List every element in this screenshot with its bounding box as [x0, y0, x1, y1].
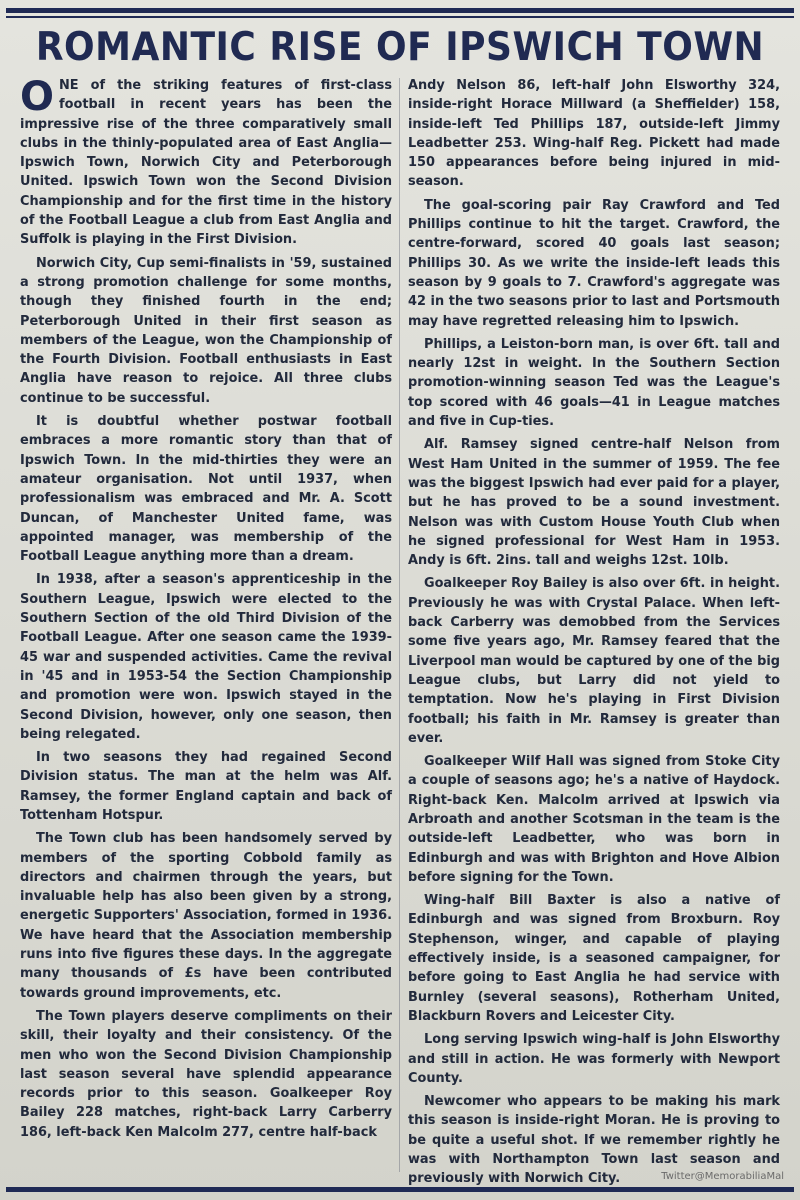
- drop-cap: O: [20, 74, 55, 120]
- paragraph: Newcomer who appears to be making his mark this season is inside-right Moran. He is proving to be quite a useful shot. If we remember rightly he was with Northampton Town last season and previously with Norwich City.: [408, 1094, 780, 1187]
- watermark-credit: Twitter@MemorabiliaMal: [661, 1171, 784, 1182]
- paragraph: In two seasons they had regained Second Division status. The man at the helm was Alf. Ramsey, the former England captain and back of Tottenham Hotspur.: [20, 750, 392, 823]
- paragraph: Long serving Ipswich wing-half is John Elsworthy and still in action. He was formerly with Newport County.: [408, 1032, 780, 1086]
- paragraph: In 1938, after a season's apprenticeship in the Southern League, Ipswich were elected to the Southern Section of the old Third Division of the Football League. After one season came the 1939-45 war and suspended activities. Came the revival in '45 and in 1953-54 the Section Championship and promotion were won. Ipswich stayed in the Second Division, however, only one season, then being relegated.: [20, 572, 392, 742]
- paragraph: Andy Nelson 86, left-half John Elsworthy 324, inside-right Horace Millward (a Sheffielder) 158, inside-left Ted Phillips 187, outside-left Jimmy Leadbetter 253. Wing-half Reg. Pickett had made 150 appearances before being injured in mid-season.: [408, 78, 780, 190]
- paragraph: Alf. Ramsey signed centre-half Nelson from West Ham United in the summer of 1959. The fee was the biggest Ipswich had ever paid for a player, but he has proved to be a sound investment. Nelson was with Custom House Youth Club when he signed professional for West Ham in 1953. Andy is 6ft. 2ins. tall and weighs 12st. 10lb.: [408, 437, 780, 569]
- paragraph: Goalkeeper Wilf Hall was signed from Stoke City a couple of seasons ago; he's a native of Haydock. Right-back Ken. Malcolm arrived at Ipswich via Arbroath and another Scotsman in the team is the outside-left Leadbetter, who was born in Edinburgh and was with Brighton and Hove Albion before signing for the Town.: [408, 754, 780, 885]
- top-rule: [6, 8, 794, 13]
- paragraph: [20, 76, 392, 250]
- article-title: ROMANTIC RISE OF IPSWICH TOWN: [35, 25, 765, 70]
- paragraph: The Town club has been handsomely served by members of the sporting Cobbold family as directors and chairmen through the years, but invaluable help has also been given by a strong, energetic Supporters' Association, formed in 1936. We have heard that the Association membership runs into five figures these days. In the aggregate many thousands of £s have been contributed towards ground improvements, etc.: [20, 831, 392, 1001]
- paragraph: It is doubtful whether postwar football embraces a more romantic story than that of Ipswich Town. In the mid-thirties they were an amateur organisation. Not until 1937, when professionalism was embraced and Mr. A. Scott Duncan, of Manchester United fame, was appointed manager, was membership of the Football League anything more than a dream.: [20, 414, 392, 565]
- paragraph: The goal-scoring pair Ray Crawford and Ted Phillips continue to hit the target. Crawford, the centre-forward, scored 40 goals last season; Phillips 30. As we write the inside-left leads this season by 9 goals to 7. Crawford's aggregate was 42 in the two seasons prior to last and Portsmouth may have regretted releasing him to Ipswich.: [408, 197, 780, 329]
- paragraph: Phillips, a Leiston-born man, is over 6ft. tall and nearly 12st in weight. In the Southern Section promotion-winning season Ted was the League's top scored with 46 goals—41 in League matches and five in Cup-ties.: [408, 336, 780, 430]
- paragraph: Goalkeeper Roy Bailey is also over 6ft. in height. Previously he was with Crystal Palace. When left-back Carberry was demobbed from the Services some five years ago, Mr. Ramsey feared that the Liverpool man would be captured by one of the big League clubs, but Larry did not yield to temptation. Now he's playing in First Division football; his faith in Mr. Ramsey is greater than ever.: [408, 576, 780, 746]
- paragraph-text: NE of the striking features of first-class football in recent years has been the impressive rise of the three comparatively small clubs in the thinly-populated area of East Anglia—Ipswich Town, Norwich City and Peterborough United. Ipswich Town won the Second Division Championship and for the first time in the history of the Football League a club from East Anglia and Suffolk is playing in the First Division.: [20, 78, 392, 248]
- paragraph: Wing-half Bill Baxter is also a native of Edinburgh and was signed from Broxburn. Roy Stephenson, winger, and capable of playing effectively inside, is a seasoned campaigner, for before going to East Anglia he had service with Burnley (several seasons), Rotherham United, Blackburn Rovers and Leicester City.: [408, 893, 780, 1024]
- top-rule-thin: [6, 16, 794, 18]
- paragraph: Norwich City, Cup semi-finalists in '59, sustained a strong promotion challenge for some months, though they finished fourth in the end; Peterborough United in their first season as members of the League, won the Championship of the Fourth Division. Football enthusiasts in East Anglia have reason to rejoice. All three clubs continue to be successful.: [20, 255, 392, 406]
- bottom-rule: [6, 1187, 794, 1192]
- paragraph: The Town players deserve compliments on their skill, their loyalty and their consistency. Of the men who won the Second Division Championship last season several have splendid appearance records prior to this season. Goalkeeper Roy Bailey 228 matches, right-back Larry Carberry 186, left-back Ken Malcolm 277, centre half-back: [20, 1008, 392, 1140]
- left-column: [20, 76, 392, 1176]
